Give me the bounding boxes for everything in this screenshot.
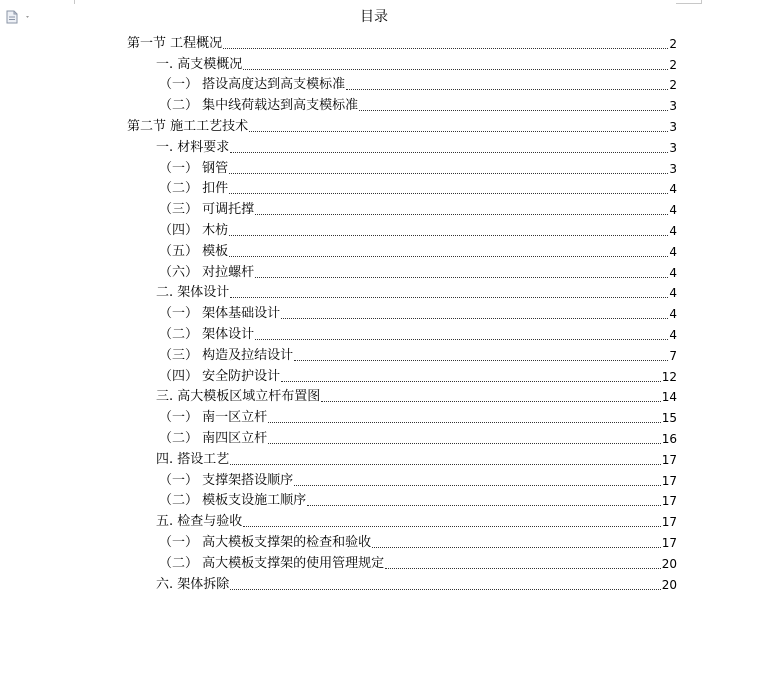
toc-entry[interactable] xyxy=(127,197,677,218)
toc-entry-label: （五） 模板 xyxy=(159,243,229,259)
page-corner-mark-right xyxy=(676,3,702,4)
toc-entry[interactable] xyxy=(127,93,677,114)
toc-entry-label: 六. 架体拆除 xyxy=(156,576,230,592)
toc-leader-dots xyxy=(294,360,668,361)
toc-leader-dots xyxy=(223,48,668,49)
toc-entry-label: 一. 高支模概况 xyxy=(156,56,243,72)
toc-entry[interactable] xyxy=(127,239,677,260)
toc-entry[interactable] xyxy=(127,489,677,510)
toc-entry[interactable] xyxy=(127,281,677,302)
toc-entry[interactable] xyxy=(127,156,677,177)
toc-entry[interactable] xyxy=(127,405,677,426)
toc-entry-label: （二） 扣件 xyxy=(159,181,229,197)
toc-entry-page-number: 16 xyxy=(661,431,677,446)
toc-entry[interactable] xyxy=(127,530,677,551)
toc-leader-dots xyxy=(281,318,668,319)
toc-entry-page-number: 20 xyxy=(661,556,677,571)
toc-entry[interactable] xyxy=(127,135,677,156)
toc-leader-dots xyxy=(230,297,668,298)
toc-leader-dots xyxy=(229,173,668,174)
toc-entry-label: （一） 搭设高度达到高支模标准 xyxy=(159,77,346,93)
toc-entry-label: （一） 高大模板支撑架的检查和验收 xyxy=(159,534,372,550)
toc-entry-page-number: 3 xyxy=(669,140,677,155)
toc-entry-page-number: 4 xyxy=(669,327,677,342)
toc-entry-label: （二） 架体设计 xyxy=(159,326,255,342)
toc-leader-dots xyxy=(321,401,660,402)
page-corner-mark-left xyxy=(74,0,75,4)
toc-leader-dots xyxy=(255,339,668,340)
toc-leader-dots xyxy=(359,110,668,111)
toc-entry-page-number: 17 xyxy=(661,452,677,467)
toc-entry-label: （一） 钢管 xyxy=(159,160,229,176)
toc-entry-label: 三. 高大模板区域立杆布置图 xyxy=(156,389,321,405)
toc-entry[interactable] xyxy=(127,114,677,135)
toc-leader-dots xyxy=(294,485,661,486)
toc-entry[interactable] xyxy=(127,52,677,73)
toc-entry-page-number: 20 xyxy=(661,577,677,592)
toc-entry[interactable] xyxy=(127,322,677,343)
toc-entry[interactable] xyxy=(127,343,677,364)
toc-leader-dots xyxy=(243,526,660,527)
toc-entry-page-number: 14 xyxy=(661,390,677,405)
toc-entry-label: 一. 材料要求 xyxy=(156,139,230,155)
toc-entry-label: （一） 支撑架搭设顺序 xyxy=(159,472,294,488)
toc-entry-page-number: 4 xyxy=(669,223,677,238)
toc-entry[interactable] xyxy=(127,260,677,281)
toc-entry-page-number: 17 xyxy=(661,535,677,550)
toc-leader-dots xyxy=(255,277,668,278)
toc-leader-dots xyxy=(230,152,668,153)
toc-entry-label: 二. 架体设计 xyxy=(156,285,230,301)
toc-entry-page-number: 12 xyxy=(661,369,677,384)
toc-leader-dots xyxy=(281,381,661,382)
toc-leader-dots xyxy=(385,568,661,569)
toc-leader-dots xyxy=(243,69,668,70)
toc-leader-dots xyxy=(307,505,661,506)
toc-leader-dots xyxy=(230,589,660,590)
toc-entry-label: （一） 南一区立杆 xyxy=(159,410,268,426)
toc-entry-label: 第二节 施工工艺技术 xyxy=(127,118,249,134)
toc-entry-page-number: 17 xyxy=(661,473,677,488)
toc-entry-label: （二） 南四区立杆 xyxy=(159,430,268,446)
toc-leader-dots xyxy=(230,464,660,465)
toc-entry-page-number: 17 xyxy=(661,515,677,530)
toc-leader-dots xyxy=(268,443,661,444)
toc-leader-dots xyxy=(229,235,668,236)
toc-leader-dots xyxy=(346,89,668,90)
toc-entry-page-number: 3 xyxy=(669,161,677,176)
toc-entry-page-number: 2 xyxy=(669,36,677,51)
toc-entry-page-number: 4 xyxy=(669,265,677,280)
toc-entry-label: （二） 高大模板支撑架的使用管理规定 xyxy=(159,555,385,571)
toc-entry-page-number: 7 xyxy=(669,348,677,363)
toc-entry[interactable] xyxy=(127,177,677,198)
toc-entry-label: （二） 模板支设施工顺序 xyxy=(159,493,307,509)
toc-leader-dots xyxy=(229,256,668,257)
toc-leader-dots xyxy=(249,131,668,132)
toc-entry-label: 四. 搭设工艺 xyxy=(156,451,230,467)
toc-entry[interactable] xyxy=(127,218,677,239)
toc-entry-label: 第一节 工程概况 xyxy=(127,35,223,51)
toc-entry-page-number: 4 xyxy=(669,203,677,218)
toc-entry[interactable] xyxy=(127,426,677,447)
toc-entry-page-number: 3 xyxy=(669,99,677,114)
toc-leader-dots xyxy=(268,422,661,423)
toc-entry-label: （四） 安全防护设计 xyxy=(159,368,281,384)
toc-entry[interactable] xyxy=(127,572,677,593)
toc-entry[interactable] xyxy=(127,31,677,52)
toc-entry-label: （三） 可调托撑 xyxy=(159,202,255,218)
toc-entry-label: （六） 对拉螺杆 xyxy=(159,264,255,280)
toc-entry-page-number: 3 xyxy=(669,119,677,134)
toc-entry[interactable] xyxy=(127,73,677,94)
toc-leader-dots xyxy=(229,193,668,194)
toc-entry[interactable] xyxy=(127,509,677,530)
toc-entry[interactable] xyxy=(127,447,677,468)
toc-entry-label: （一） 架体基础设计 xyxy=(159,306,281,322)
toc-title: 目录 xyxy=(360,9,388,25)
toc-entry-page-number: 4 xyxy=(669,182,677,197)
toc-entry[interactable] xyxy=(127,468,677,489)
toc-leader-dots xyxy=(372,547,661,548)
toc-entry-label: 五. 检查与验收 xyxy=(156,514,243,530)
toc-entry[interactable] xyxy=(127,385,677,406)
toc-entry-page-number: 15 xyxy=(661,411,677,426)
toc-entry-page-number: 17 xyxy=(661,494,677,509)
toc-entry-label: （四） 木枋 xyxy=(159,222,229,238)
toc-entry-page-number: 4 xyxy=(669,244,677,259)
table-of-contents xyxy=(127,31,677,593)
toc-entry-page-number: 2 xyxy=(669,57,677,72)
toc-entry-label: （二） 集中线荷载达到高支模标准 xyxy=(159,98,359,114)
toc-entry-page-number: 2 xyxy=(669,78,677,93)
toc-entry-page-number: 4 xyxy=(669,286,677,301)
toc-entry[interactable] xyxy=(127,301,677,322)
toc-entry-page-number: 4 xyxy=(669,307,677,322)
toc-entry[interactable] xyxy=(127,551,677,572)
toc-entry[interactable] xyxy=(127,364,677,385)
toc-leader-dots xyxy=(255,214,668,215)
toc-entry-label: （三） 构造及拉结设计 xyxy=(159,347,294,363)
